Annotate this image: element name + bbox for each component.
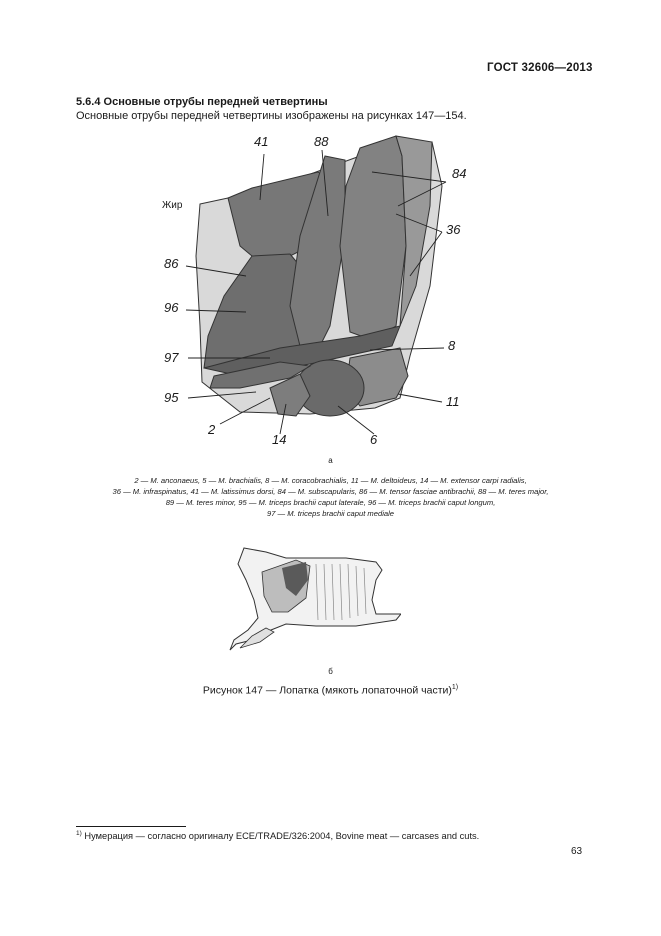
legend-line: 2 — M. anconaeus, 5 — M. brachialis, 8 — M. coracobrachialis, 11 — M. deltoideus, 14 — M. extensor carpi radialis,	[134, 476, 527, 485]
legend-line: 89 — M. teres minor, 95 — M. triceps brachii caput laterale, 96 — M. triceps brachii caput longum,	[165, 498, 496, 507]
standard-code: ГОСТ 32606—2013	[487, 62, 593, 74]
label-fat: Жир	[162, 200, 183, 211]
label-97: 97	[164, 350, 179, 365]
carcass-location-diagram	[226, 540, 401, 658]
figure-a-sublabel: а	[328, 456, 333, 465]
label-11: 11	[446, 394, 460, 409]
label-86: 86	[164, 256, 179, 271]
footnote-text: Нумерация — согласно оригиналу ECE/TRADE/326:2004, Bovine meat — carcases and cuts.	[84, 831, 480, 842]
section-title: 5.6.4 Основные отрубы передней четвертины	[76, 96, 328, 108]
label-41: 41	[254, 134, 269, 149]
muscle-legend	[40, 475, 621, 519]
label-36: 36	[446, 222, 461, 237]
section-intro: Основные отрубы передней четвертины изображены на рисунках 147—154.	[76, 110, 467, 122]
footnote-rule	[76, 826, 186, 827]
label-84: 84	[452, 166, 467, 181]
shoulder-muscle-figure	[160, 126, 480, 456]
label-2: 2	[208, 422, 216, 437]
caption-note-ref: 1)	[451, 684, 459, 691]
label-6: 6	[370, 432, 378, 447]
label-96: 96	[164, 300, 179, 315]
label-14: 14	[272, 432, 287, 447]
figure-b-sublabel: б	[328, 667, 333, 676]
label-88: 88	[314, 134, 329, 149]
label-8: 8	[448, 338, 456, 353]
page-number: 63	[571, 846, 583, 857]
figure-caption	[0, 684, 661, 697]
footnote-marker: 1)	[76, 830, 82, 837]
legend-line: 36 — M. infraspinatus, 41 — M. latissimus dorsi, 84 — M. subscapularis, 86 — M. tensor fasciae antibrachii, 88 — M. teres major,	[112, 487, 549, 496]
legend-line: 97 — M. triceps brachii caput mediale	[266, 509, 395, 518]
label-95: 95	[164, 390, 179, 405]
caption-text: Рисунок 147 — Лопатка (мякоть лопаточной части)	[202, 684, 452, 697]
footnote	[76, 830, 479, 841]
